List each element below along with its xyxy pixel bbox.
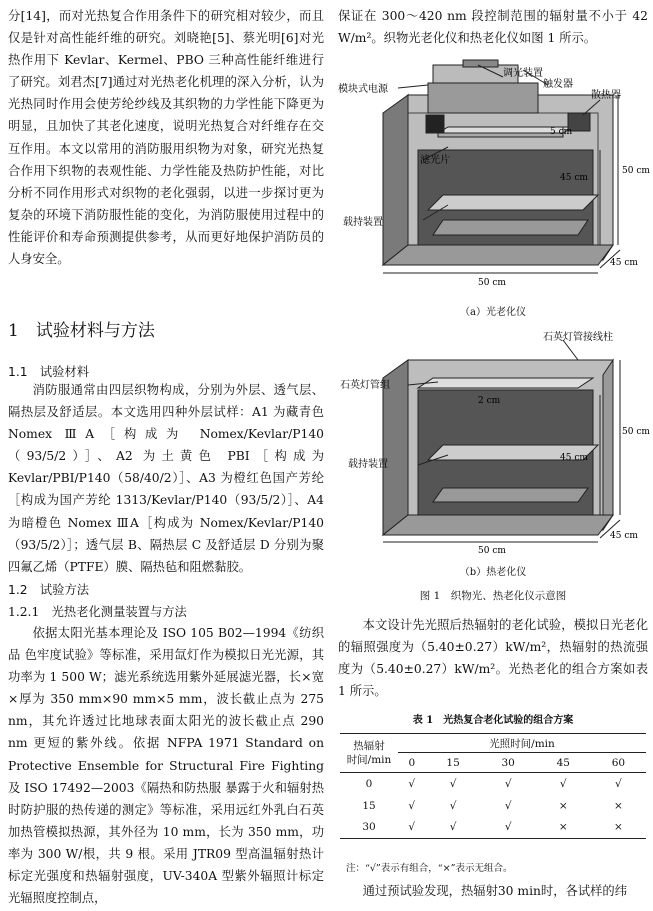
fig-a-5cm-label: 5 cm: [550, 127, 573, 137]
fig-a-caption: （a）光老化仪: [460, 307, 526, 318]
col-0: 0: [398, 753, 426, 773]
subsection-materials: 1.1 试验材料: [8, 365, 90, 379]
table-cell: √: [449, 777, 457, 790]
subsection-methods: 1.2 试验方法: [8, 583, 90, 597]
fig-a-holder-label: 载持装置: [343, 217, 383, 228]
fig-a-radiator-label: 散热器: [591, 90, 621, 101]
table-cell: √: [449, 821, 457, 834]
section-heading: 1 试验材料与方法: [8, 321, 155, 341]
materials-paragraph: 消防服通常由四层织物构成，分别为外层、透气层、隔热层及舒适层。本文选用四种外层试样：A1 为藏青色 Nomex ⅢA［构成为 Nomex/Kevlar/P140（93/5/2）］、A2 为土黄色 PBI［构成为 Kevlar/PBI/P140（58/40/2）］、A3 为橙红色国产芳纶［构成为国产芳纶 1313/Kevlar/P140（93/5/2）］、A4 为暗橙色 Nomex ⅢA［构成为 Nomex/Kevlar/P140（93/5/2）］；透气层 B、隔热层 C 及舒适层 D 分别为聚四氟乙烯（PTFE）膜、隔热毡和阻燃黏胶。: [8, 383, 324, 574]
row-header-line1: 热辐射: [353, 740, 385, 752]
table-cell: √: [559, 777, 567, 790]
fig-b-45cm-depth-label: 45 cm: [610, 531, 638, 541]
column-header: 光照时间/min: [398, 734, 646, 753]
fig-b-terminal-label: 石英灯管接线柱: [543, 332, 613, 343]
fig-b-tubes-label: 石英灯管组: [340, 380, 390, 391]
subsection-device: 1.2.1 光热老化测量装置与方法: [8, 605, 187, 619]
right-top-paragraph: 保证在 300～420 nm 段控制范围的辐射量不小于 42 W/m²。织物光老化仪和热老化仪如图 1 所示。: [338, 9, 648, 46]
fig-a-50cm-width-label: 50 cm: [478, 278, 506, 288]
col-30: 30: [481, 753, 536, 773]
fig-a-45cm-depth-label: 45 cm: [610, 258, 638, 268]
table-cell: √: [449, 799, 457, 812]
table-cell: ×: [558, 821, 568, 834]
fig-a-filter-label: 滤光片: [420, 155, 450, 166]
fig-a-trigger-label: 触发器: [543, 79, 573, 90]
fig-a-dimmer-label: 调光装置: [503, 68, 543, 79]
row-time: 15: [362, 799, 376, 812]
table-note: 注：“√”表示有组合，“×”表示无组合。: [346, 863, 513, 874]
table-cell: √: [408, 799, 416, 812]
method-paragraph: 依据太阳光基本理论及 ISO 105 B02—1994《纺织品 色牢度试验》等标准，采用氙灯作为模拟日光光源，其功率为 1 500 W；滤光系统选用紫外延展滤光器，长×宽×厚为 350 mm×90 mm×5 mm，波长截止点为 275 nm，其允许透过比地球表面太阳光的波长截止点 290 nm 更短的紫外线。依据 NFPA 1971 Standard on Protective Ensemble for Structural Fire Fighting 及 ISO 17492—2003《隔热和防热服 暴露于火和辐射热时防护服的热传递的测定》等标准，采用远红外乳白石英加热管模拟热源，其外径为 10 mm，长为 350 mm，功率为 300 W/根，共 9 根。采用 JTR09 型高温辐射热计标定光强度和热辐射强度，UV-340A 型紫外辐照计标定光辐照度控制点，: [8, 626, 324, 906]
table-title: 表 1 光热复合老化试验的组合方案: [412, 715, 574, 726]
right-bottom-paragraph: 通过预试验发现，热辐射30 min时，各试样的纬: [362, 884, 628, 898]
right-mid-paragraph: 本文设计先光照后热辐射的老化试验，模拟日光老化的辐照强度为（5.40±0.27）kW/m²，热辐射的热流强度为（5.40±0.27）kW/m²。光热老化的组合方案如表 1 所示。: [338, 618, 648, 699]
table-cell: ×: [558, 799, 568, 812]
row-header: [340, 734, 398, 773]
table-cell: √: [408, 821, 416, 834]
table-row: [340, 817, 646, 839]
fig-b-45cm-label: 45 cm: [560, 453, 588, 463]
col-45: 45: [536, 753, 591, 773]
combination-table: [340, 733, 646, 839]
light-aging-diagram: [338, 55, 650, 300]
fig-b-holder-label: 载持装置: [348, 459, 388, 470]
fig-a-50cm-label: 50 cm: [622, 166, 650, 176]
intro-paragraph: 分[14]，而对光热复合作用条件下的研究相对较少，而且仅是针对高性能纤维的研究。刘晓艳[5]、蔡光明[6]对光热作用下 Kevlar、Kermel、PBO 三种高性能纤维进行了研究。刘君杰[7]通过对光热老化机理的深入分析，认为光热同时作用会使芳纶纱线及其织物的力学性能下降更为明显，且加快了其老化速度，说明光热复合对纤维存在交互作用。本文以常用的消防服用织物为对象，研究光热复合作用下织物的表观性能、力学性能及热防护性能，对比分析不同作用形式对织物的老化强弱，以进一步探讨更为复杂的环境下消防服性能的变化，为消防服使用过程中的性能评价和寿命预测提供参考，从而更好地保护消防员的人身安全。: [8, 9, 324, 267]
fig-b-50cm-label: 50 cm: [622, 427, 650, 437]
heat-aging-diagram: [338, 330, 650, 555]
table-cell: √: [408, 777, 416, 790]
table-cell: √: [504, 821, 512, 834]
table-cell: √: [615, 777, 622, 790]
table-row: [340, 773, 646, 795]
table-cell: √: [504, 799, 512, 812]
fig-a-power-label: 模块式电源: [338, 84, 388, 95]
fig-b-2cm-label: 2 cm: [478, 396, 501, 406]
table-cell: ×: [613, 821, 623, 834]
figure-caption: 图 1 织物光、热老化仪示意图: [419, 590, 567, 602]
fig-b-caption: （b）热老化仪: [459, 567, 527, 578]
table-cell: ×: [613, 799, 623, 812]
col-60: 60: [591, 753, 646, 773]
fig-b-50cm-width-label: 50 cm: [478, 546, 506, 555]
table-cell: √: [504, 777, 512, 790]
row-time: 30: [362, 821, 376, 834]
fig-a-45cm-label: 45 cm: [560, 173, 588, 183]
col-15: 15: [426, 753, 481, 773]
table-row: [340, 795, 646, 817]
row-time: 0: [365, 777, 373, 790]
row-header-line2: 时间/min: [346, 754, 392, 766]
